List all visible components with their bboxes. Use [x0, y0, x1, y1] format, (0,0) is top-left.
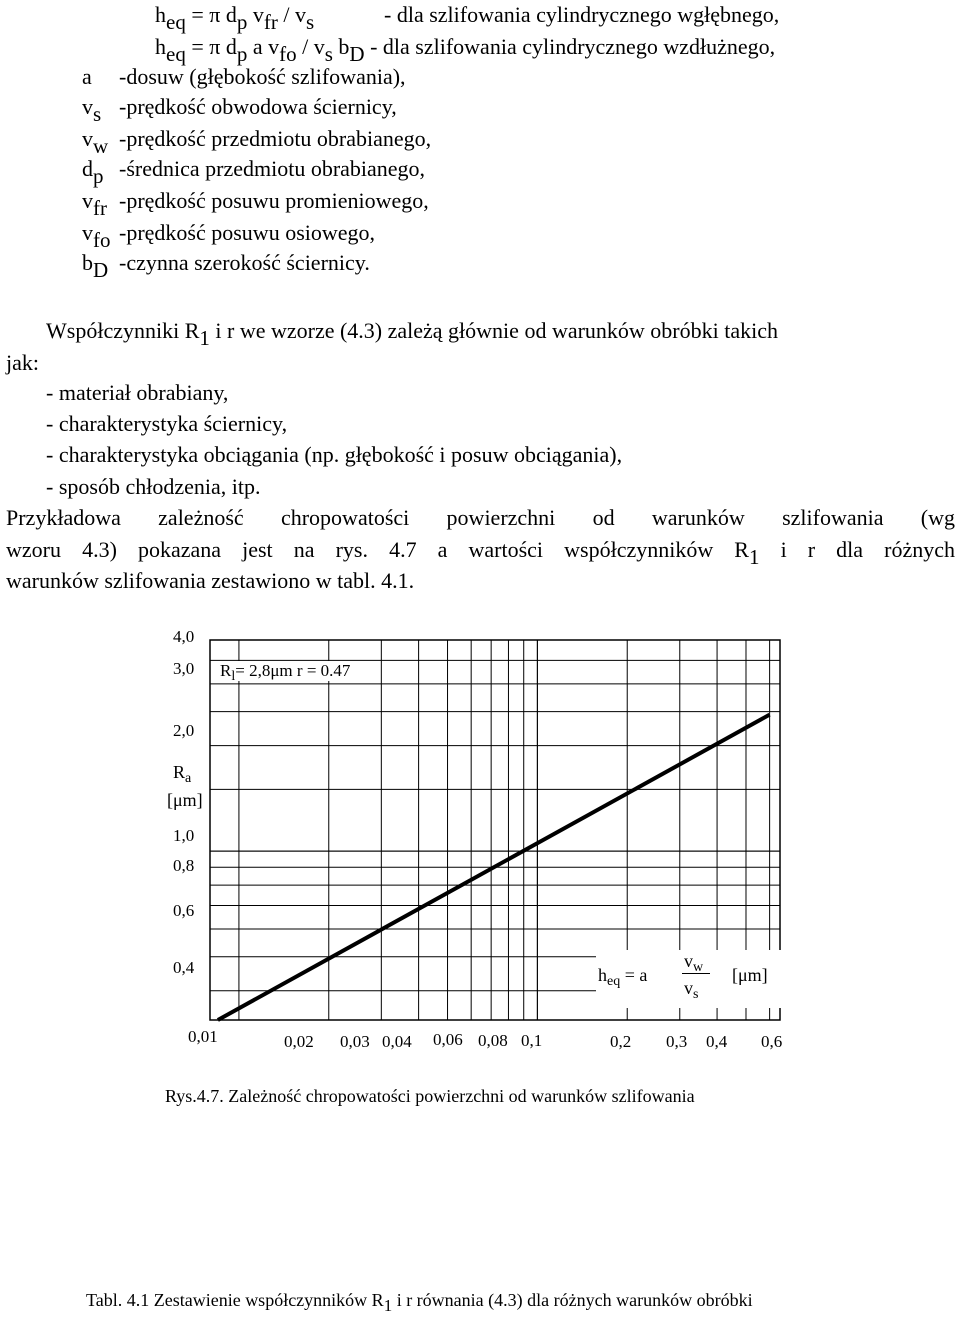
- symbol-item: $v_s$ -prędkość obwodowa ściernicy,: [82, 94, 397, 126]
- paragraph-example-line2: wzoru 4.3) pokazana jest na rys. 4.7 a wartości współczynników $R_1$ i r dla różnych: [6, 537, 955, 569]
- symbol-item: $v_w$ -prędkość przedmiotu obrabianego,: [82, 126, 432, 158]
- x-tick-label: 0,04: [382, 1032, 412, 1051]
- x-tick-label: 0,01: [188, 1027, 218, 1046]
- y-tick-label: 0,8: [173, 856, 195, 875]
- x-tick-label: 0,03: [340, 1032, 370, 1051]
- paragraph-coefficients: Współczynniki $R_1$ i r we wzorze (4.3) zależą głównie od warunków obróbki takich: [46, 318, 778, 350]
- symbol-item: $v_{fr}$ -prędkość posuwu promieniowego,: [82, 188, 429, 220]
- symbol-item: $v_{fo}$ -prędkość posuwu osiowego,: [82, 220, 376, 252]
- x-tick-label: 0,02: [284, 1032, 314, 1051]
- factor-item: - charakterystyka ściernicy,: [46, 411, 288, 436]
- figure-caption: Rys.4.7. Zależność chropowatości powierzchni od warunków szlifowania: [165, 1086, 695, 1106]
- x-tick-label: 0,3: [666, 1032, 688, 1051]
- paragraph-example-line1: Przykładowa zależność chropowatości powierzchni od warunków szlifowania (wg: [6, 505, 955, 530]
- y-tick-label: 2,0: [173, 721, 195, 740]
- paragraph-example-line3: warunków szlifowania zestawiono w tabl. 4.1.: [6, 568, 415, 593]
- y-tick-label: 0,6: [173, 901, 195, 920]
- factor-item: - charakterystyka obciągania (np. głębokość i posuw obciągania),: [46, 442, 623, 467]
- x-tick-label: 0,08: [478, 1031, 508, 1050]
- formula-plunge-desc: - dla szlifowania cylindrycznego wgłębnego,: [384, 2, 780, 27]
- y-tick-label: 4,0: [173, 627, 195, 646]
- x-tick-label: 0,4: [706, 1032, 728, 1051]
- paragraph-coefficients-cont: jak:: [6, 350, 39, 375]
- factor-item: - materiał obrabiany,: [46, 380, 229, 405]
- x-tick-label: 0,6: [761, 1032, 783, 1051]
- y-axis-label: $R_a$: [173, 762, 192, 786]
- x-tick-label: 0,06: [433, 1030, 463, 1049]
- y-tick-label: 0,4: [173, 958, 195, 977]
- formula-plunge: $h_{eq} = \pi$ $d_p$ $v_{fr} / v_s$: [155, 2, 315, 34]
- y-axis-unit: [μm]: [167, 790, 203, 810]
- x-tick-label: 0,1: [521, 1031, 543, 1050]
- formula-traverse: $h_{eq} = \pi$ $d_p$ a $v_{fo} / v_s$ $b_D$ - dla szlifowania cylindrycznego wzdłużnego,: [155, 34, 776, 66]
- factor-item: - sposób chłodzenia, itp.: [46, 474, 261, 499]
- table-caption: Tabl. 4.1 Zestawienie współczynników $R_1$ i r równania (4.3) dla różnych warunków obróbki: [86, 1290, 753, 1315]
- symbol-item: $b_D$ -czynna szerokość ściernicy.: [82, 250, 370, 282]
- x-tick-label: 0,2: [610, 1032, 632, 1051]
- chart-parameters: $R_l= 2,8\mu m$ r = 0.47: [220, 661, 351, 684]
- y-tick-label: 1,0: [173, 826, 195, 845]
- symbol-item: $d_p$ -średnica przedmiotu obrabianego,: [82, 156, 426, 188]
- symbol-item: a -dosuw (głębokość szlifowania),: [82, 64, 406, 89]
- chart-formula: $h_{eq} = a$ $v_w$ $v_s$ [μm]: [596, 950, 786, 1008]
- y-tick-label: 3,0: [173, 659, 195, 678]
